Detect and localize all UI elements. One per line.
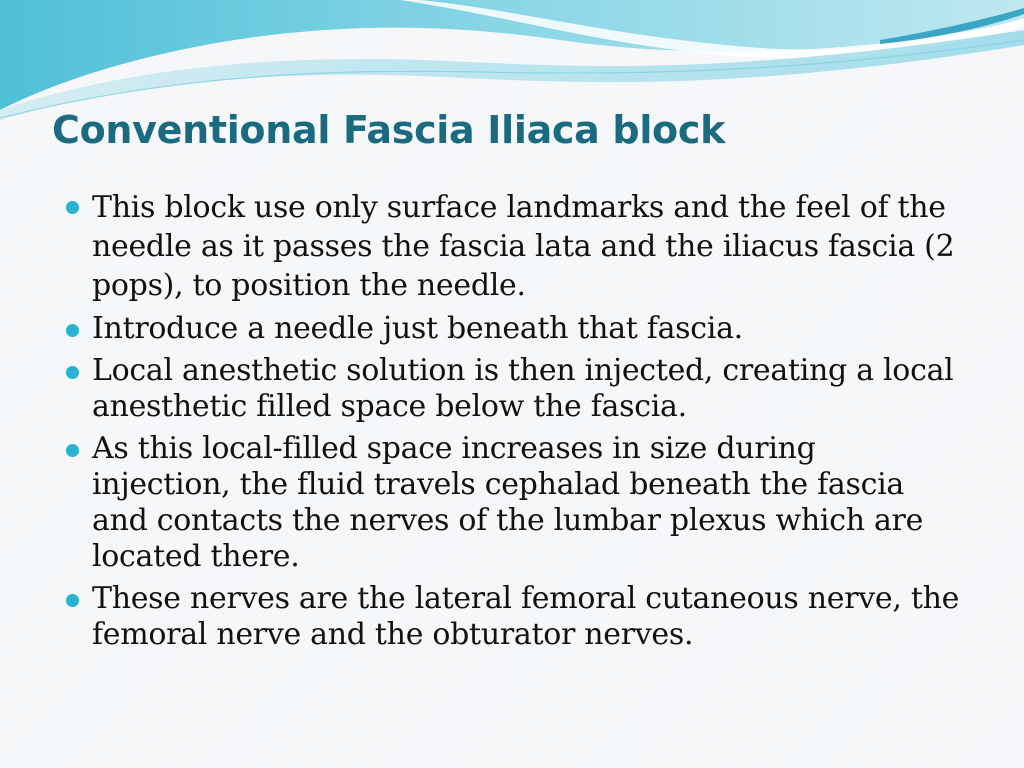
- bullet-item: [60, 311, 960, 347]
- bullet-item: [60, 353, 960, 425]
- bullet-text: This block use only surface landmarks and the feel of the needle as it passes the fascia lata and the iliacus fascia (2 pops), to position the needle.: [92, 190, 955, 303]
- bullet-item: [60, 188, 960, 305]
- bullet-dot-icon: [66, 201, 79, 214]
- bullet-item: [60, 581, 960, 653]
- bullet-text: As this local-filled space increases in size during injection, the fluid travels cephalad beneath the fascia and contacts the nerves of the lumbar plexus which are located there.: [92, 431, 924, 574]
- bullet-dot-icon: [66, 444, 79, 457]
- bullet-item: [60, 431, 960, 575]
- bullet-list: [60, 188, 960, 659]
- slide-title: Conventional Fascia Iliaca block: [52, 108, 726, 152]
- bullet-dot-icon: [66, 594, 79, 607]
- bullet-dot-icon: [66, 324, 79, 337]
- bullet-text: These nerves are the lateral femoral cutaneous nerve, the femoral nerve and the obturator nerves.: [92, 581, 960, 652]
- bullet-text: Introduce a needle just beneath that fascia.: [92, 311, 743, 346]
- bullet-text: Local anesthetic solution is then injected, creating a local anesthetic filled space below the fascia.: [92, 353, 954, 424]
- bullet-dot-icon: [66, 366, 79, 379]
